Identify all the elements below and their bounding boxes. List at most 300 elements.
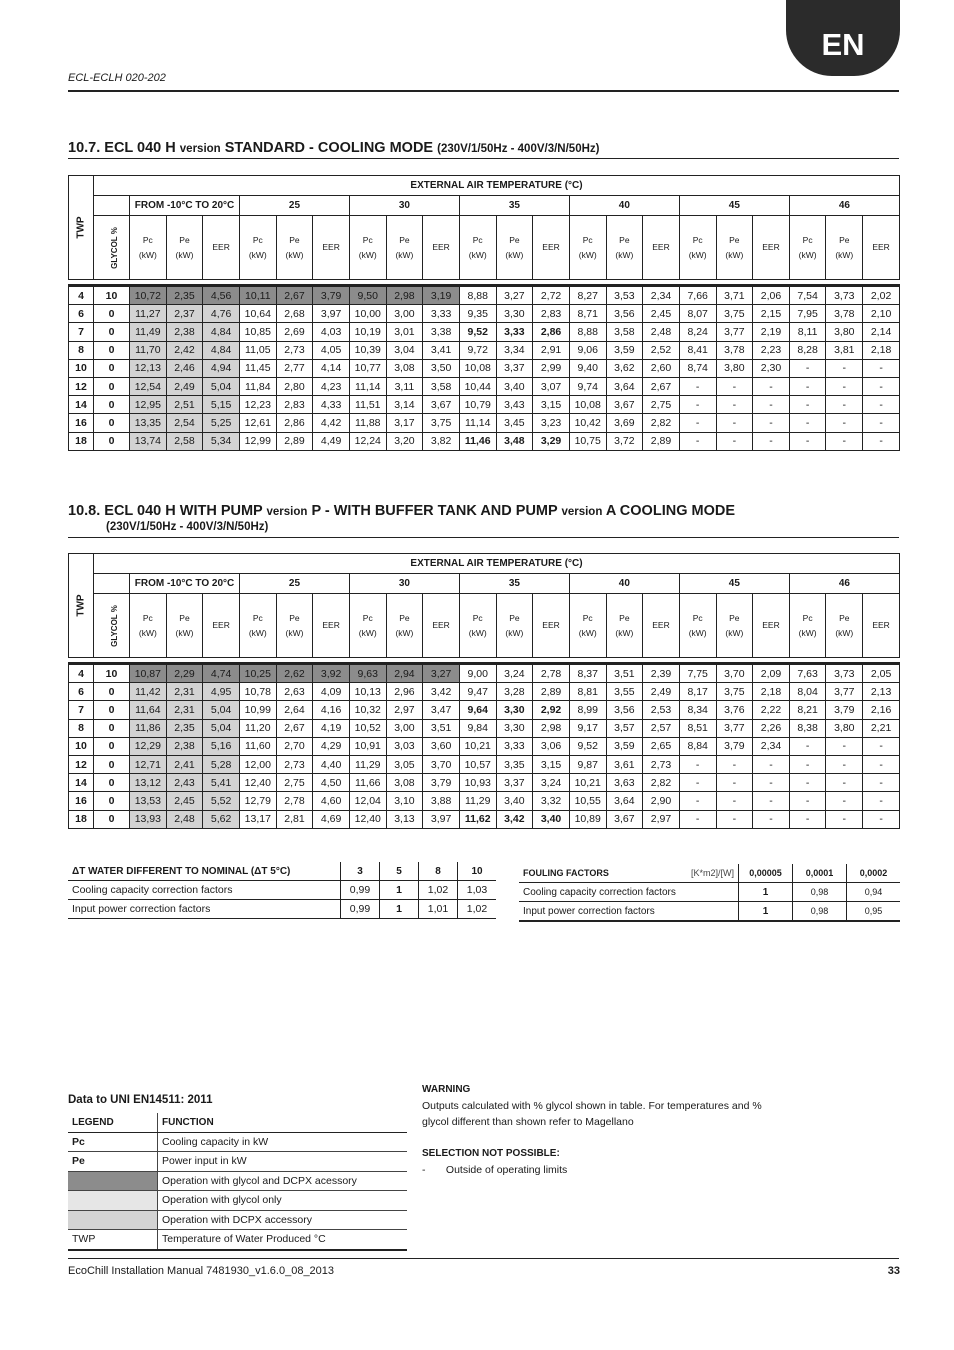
value-cell: 2,35 [166,719,203,737]
value-cell: 3,60 [423,737,460,755]
value-cell: 13,93 [130,810,167,828]
legend-key: Pe [68,1152,158,1172]
value-cell: 8,21 [789,701,826,719]
fouling-row [519,902,900,922]
delta-t-row [68,900,496,919]
value-cell: 3,53 [606,286,643,305]
value-cell: - [826,432,863,450]
value-cell: 11,51 [349,396,386,414]
value-cell: 10,78 [239,683,276,701]
value-cell: 3,42 [423,683,460,701]
value-cell: 2,39 [643,664,680,683]
value-cell: 2,60 [643,359,680,377]
value-cell: - [789,774,826,792]
legend-title: Data to UNI EN14511: 2011 [68,1094,213,1106]
value-cell: 3,61 [606,755,643,773]
delta-t-label: Cooling capacity correction factors [68,881,341,900]
pe-header: Pe (kW) [496,216,533,280]
pe-header: Pe (kW) [716,216,753,280]
value-cell: 12,95 [130,396,167,414]
value-cell: 4,69 [313,810,350,828]
value-cell: 4,60 [313,792,350,810]
value-cell: 2,83 [276,396,313,414]
legend-function: Operation with glycol and DCPX acessory [158,1171,408,1191]
value-cell: 3,77 [716,719,753,737]
value-cell: 3,27 [496,286,533,305]
value-cell: 3,92 [313,664,350,683]
value-cell: 3,29 [533,432,570,450]
value-cell: 2,19 [753,323,790,341]
delta-t-value: 1,02 [419,881,458,900]
value-cell: 12,40 [239,774,276,792]
title-part: 10.8. ECL 040 H WITH PUMP [68,503,267,519]
value-cell: 9,63 [349,664,386,683]
value-cell: - [826,810,863,828]
fouling-factors-table [519,864,900,922]
pc-header: Pc (kW) [679,594,716,658]
legend-row [68,1171,407,1191]
value-cell: 10,00 [349,305,386,323]
value-cell: 8,71 [569,305,606,323]
pe-header: Pe (kW) [386,594,423,658]
value-cell: - [789,359,826,377]
value-cell: 5,15 [203,396,240,414]
value-cell: 3,97 [313,305,350,323]
value-cell: 2,89 [643,432,680,450]
glycol-cell: 0 [94,774,130,792]
section2-subtitle: (230V/1/50Hz - 400V/3/N/50Hz) [106,521,269,533]
value-cell: 3,64 [606,792,643,810]
value-cell: 3,73 [826,664,863,683]
glycol-cell: 0 [94,792,130,810]
value-cell: 11,62 [459,810,496,828]
title-part: STANDARD - COOLING MODE [220,140,438,156]
value-cell: 2,35 [166,286,203,305]
value-cell: 12,13 [130,359,167,377]
value-cell: 3,77 [716,323,753,341]
value-cell: 2,58 [166,432,203,450]
value-cell: 2,91 [533,341,570,359]
value-cell: 3,71 [716,286,753,305]
legend-key: Pc [68,1132,158,1152]
value-cell: 12,61 [239,414,276,432]
value-cell: 11,84 [239,377,276,395]
legend-function: Temperature of Water Produced °C [158,1230,408,1250]
value-cell: 10,32 [349,701,386,719]
selection-title: SELECTION NOT POSSIBLE: [422,1148,560,1159]
delta-t-label: Input power correction factors [68,900,341,919]
table-row [69,792,900,810]
temp-group-header: 46 [789,196,899,216]
value-cell: 3,33 [496,323,533,341]
pc-header: Pc (kW) [569,216,606,280]
table-row [69,305,900,323]
temp-group-header: 45 [679,574,789,594]
pe-header: Pe (kW) [386,216,423,280]
value-cell: 2,43 [166,774,203,792]
value-cell: 4,19 [313,719,350,737]
glycol-group-spacer [94,196,130,216]
value-cell: - [753,377,790,395]
value-cell: 3,06 [533,737,570,755]
pc-header: Pc (kW) [130,216,167,280]
value-cell: 4,76 [203,305,240,323]
value-cell: 3,13 [386,810,423,828]
eer-header: EER [863,594,900,658]
fouling-value: 0,98 [793,883,847,902]
value-cell: 3,50 [423,359,460,377]
value-cell: 8,34 [679,701,716,719]
value-cell: 8,88 [569,323,606,341]
value-cell: 3,04 [386,341,423,359]
value-cell: 3,30 [496,305,533,323]
value-cell: 3,80 [826,323,863,341]
twp-cell: 14 [69,774,94,792]
delta-t-col: 3 [341,862,380,881]
value-cell: 2,86 [276,414,313,432]
value-cell: 4,40 [313,755,350,773]
value-cell: - [789,377,826,395]
value-cell: 3,51 [606,664,643,683]
value-cell: 3,75 [716,305,753,323]
footer-rule [68,1258,899,1259]
value-cell: 8,11 [789,323,826,341]
value-cell: 12,24 [349,432,386,450]
glycol-cell: 10 [94,664,130,683]
value-cell: - [753,414,790,432]
value-cell: 5,52 [203,792,240,810]
table-row [69,377,900,395]
value-cell: 2,48 [166,810,203,828]
twp-cell: 6 [69,305,94,323]
value-cell: - [826,792,863,810]
value-cell: 8,04 [789,683,826,701]
page-number: 33 [887,1265,900,1277]
value-cell: 3,20 [386,432,423,450]
value-cell: 9,50 [349,286,386,305]
value-cell: 2,51 [166,396,203,414]
value-cell: 11,20 [239,719,276,737]
legend-header-row [68,1113,407,1132]
value-cell: 3,78 [716,341,753,359]
eer-header: EER [863,216,900,280]
value-cell: 3,62 [606,359,643,377]
value-cell: 3,58 [423,377,460,395]
legend-function: Operation with glycol only [158,1191,408,1211]
table-row [69,286,900,305]
legend-row [68,1210,407,1230]
value-cell: 2,15 [753,305,790,323]
value-cell: 3,32 [533,792,570,810]
eer-header: EER [203,594,240,658]
eer-header: EER [533,594,570,658]
table-row [69,432,900,450]
table-row [69,810,900,828]
glycol-header: GLYCOL % [94,216,130,280]
value-cell: 5,41 [203,774,240,792]
value-cell: 10,52 [349,719,386,737]
twp-cell: 12 [69,377,94,395]
value-cell: - [789,432,826,450]
value-cell: 2,34 [753,737,790,755]
language-tab[interactable]: EN [786,0,900,76]
value-cell: 10,44 [459,377,496,395]
temp-group-header: 46 [789,574,899,594]
value-cell: 10,08 [569,396,606,414]
eer-header: EER [313,594,350,658]
value-cell: 2,38 [166,737,203,755]
value-cell: 4,49 [313,432,350,450]
value-cell: 2,67 [276,719,313,737]
value-cell: 3,42 [496,810,533,828]
section2-rule [68,537,899,538]
twp-cell: 16 [69,792,94,810]
value-cell: 2,22 [753,701,790,719]
value-cell: 5,62 [203,810,240,828]
value-cell: - [679,810,716,828]
value-cell: 3,56 [606,305,643,323]
value-cell: 2,57 [643,719,680,737]
delta-t-value: 1 [380,881,419,900]
value-cell: 2,86 [533,323,570,341]
fouling-unit: [K*m2]/[W] [661,864,739,883]
fouling-row [519,883,900,902]
glycol-cell: 0 [94,755,130,773]
value-cell: 4,56 [203,286,240,305]
value-cell: 8,99 [569,701,606,719]
value-cell: 5,16 [203,737,240,755]
twp-cell: 18 [69,810,94,828]
title-part: A COOLING MODE [602,503,736,519]
eer-header: EER [643,594,680,658]
value-cell: 2,31 [166,701,203,719]
value-cell: 8,27 [569,286,606,305]
value-cell: - [863,755,900,773]
value-cell: - [716,414,753,432]
value-cell: 2,78 [276,792,313,810]
value-cell: 2,81 [276,810,313,828]
legend-head-function: FUNCTION [158,1113,408,1132]
value-cell: - [826,396,863,414]
value-cell: 3,79 [313,286,350,305]
value-cell: - [826,377,863,395]
value-cell: 9,52 [569,737,606,755]
value-cell: 2,73 [276,755,313,773]
table-row [69,664,900,683]
legend-function: Cooling capacity in kW [158,1132,408,1152]
value-cell: - [753,755,790,773]
value-cell: 3,55 [606,683,643,701]
value-cell: 2,48 [643,323,680,341]
fouling-label: Cooling capacity correction factors [519,883,739,902]
value-cell: 3,33 [496,737,533,755]
fouling-value: 1 [739,902,793,922]
fouling-label: Input power correction factors [519,902,739,922]
value-cell: 5,04 [203,719,240,737]
value-cell: 2,10 [863,305,900,323]
section1-title [68,140,599,156]
value-cell: 10,87 [130,664,167,683]
value-cell: 12,23 [239,396,276,414]
pc-header: Pc (kW) [789,594,826,658]
value-cell: 3,58 [606,323,643,341]
value-cell: 2,30 [753,359,790,377]
value-cell: 13,74 [130,432,167,450]
glycol-group-spacer [94,574,130,594]
value-cell: 3,17 [386,414,423,432]
pc-header: Pc (kW) [679,216,716,280]
value-cell: 2,83 [533,305,570,323]
value-cell: - [716,396,753,414]
pc-header: Pc (kW) [130,594,167,658]
value-cell: 11,46 [459,432,496,450]
delta-t-value: 0,99 [341,881,380,900]
value-cell: 2,73 [643,755,680,773]
legend-swatch-dark [68,1171,158,1191]
title-part: version [179,143,221,155]
value-cell: 11,45 [239,359,276,377]
eer-header: EER [423,216,460,280]
value-cell: 10,77 [349,359,386,377]
glycol-cell: 0 [94,377,130,395]
value-cell: - [716,774,753,792]
value-cell: - [679,774,716,792]
pc-header: Pc (kW) [459,594,496,658]
twp-cell: 10 [69,359,94,377]
value-cell: 9,47 [459,683,496,701]
glycol-cell: 10 [94,286,130,305]
delta-t-header-row [68,862,496,881]
value-cell: 3,15 [533,396,570,414]
value-cell: 3,75 [423,414,460,432]
twp-cell: 8 [69,719,94,737]
table-row [69,774,900,792]
value-cell: 5,28 [203,755,240,773]
value-cell: 9,17 [569,719,606,737]
value-cell: 11,05 [239,341,276,359]
value-cell: - [753,792,790,810]
value-cell: 9,64 [459,701,496,719]
value-cell: 4,29 [313,737,350,755]
value-cell: 7,75 [679,664,716,683]
value-cell: 2,09 [753,664,790,683]
value-cell: 4,42 [313,414,350,432]
value-cell: 8,28 [789,341,826,359]
legend-table [68,1113,407,1251]
value-cell: 2,75 [643,396,680,414]
value-cell: 3,10 [386,792,423,810]
value-cell: 10,08 [459,359,496,377]
value-cell: 3,47 [423,701,460,719]
value-cell: - [789,755,826,773]
temp-group-header: 40 [569,574,679,594]
value-cell: 3,15 [533,755,570,773]
performance-table-standard [68,175,900,451]
value-cell: 9,35 [459,305,496,323]
value-cell: 8,41 [679,341,716,359]
value-cell: 7,63 [789,664,826,683]
value-cell: 10,89 [569,810,606,828]
value-cell: 4,84 [203,323,240,341]
temp-group-header: FROM -10°C TO 20°C [130,574,240,594]
legend-key: TWP [68,1230,158,1250]
value-cell: 3,57 [606,719,643,737]
value-cell: 3,03 [386,737,423,755]
value-cell: 2,02 [863,286,900,305]
value-cell: 3,82 [423,432,460,450]
value-cell: 3,14 [386,396,423,414]
value-cell: 3,43 [496,396,533,414]
value-cell: 9,00 [459,664,496,683]
value-cell: 11,64 [130,701,167,719]
legend-swatch-light [68,1191,158,1211]
value-cell: - [679,396,716,414]
value-cell: 10,93 [459,774,496,792]
value-cell: - [679,792,716,810]
value-cell: 3,07 [533,377,570,395]
value-cell: 10,79 [459,396,496,414]
external-air-header: EXTERNAL AIR TEMPERATURE (°C) [94,176,900,196]
value-cell: 2,42 [166,341,203,359]
twp-header: TWP [69,176,94,280]
value-cell: 3,63 [606,774,643,792]
legend-row [68,1152,407,1172]
value-cell: 3,35 [496,755,533,773]
value-cell: 2,73 [276,341,313,359]
glycol-cell: 0 [94,737,130,755]
value-cell: 8,84 [679,737,716,755]
value-cell: 8,17 [679,683,716,701]
value-cell: 4,84 [203,341,240,359]
glycol-header: GLYCOL % [94,594,130,658]
value-cell: 12,99 [239,432,276,450]
value-cell: 3,23 [533,414,570,432]
value-cell: - [789,737,826,755]
value-cell: 2,90 [643,792,680,810]
value-cell: 9,52 [459,323,496,341]
delta-t-value: 1,02 [458,900,497,919]
value-cell: 10,64 [239,305,276,323]
table-row [69,414,900,432]
value-cell: 10,39 [349,341,386,359]
value-cell: - [863,359,900,377]
warning-text: Outputs calculated with % glycol shown in table. For temperatures and % glycol different than shown refer to Magellano [422,1100,762,1128]
value-cell: 8,51 [679,719,716,737]
pc-header: Pc (kW) [459,216,496,280]
value-cell: 3,79 [423,774,460,792]
title-part: version [266,506,308,518]
value-cell: 9,87 [569,755,606,773]
value-cell: 4,94 [203,359,240,377]
glycol-cell: 0 [94,305,130,323]
value-cell: 2,18 [863,341,900,359]
value-cell: - [789,414,826,432]
value-cell: - [863,774,900,792]
value-cell: 3,51 [423,719,460,737]
temp-group-header: 30 [349,196,459,216]
value-cell: 3,72 [606,432,643,450]
glycol-cell: 0 [94,341,130,359]
value-cell: - [826,737,863,755]
section2-title [68,503,735,519]
value-cell: 3,59 [606,737,643,755]
value-cell: 11,60 [239,737,276,755]
fouling-col: 0,0001 [793,864,847,883]
value-cell: 2,69 [276,323,313,341]
value-cell: 4,16 [313,701,350,719]
fouling-value: 0,94 [847,883,901,902]
title-part: 10.7. ECL 040 H [68,140,180,156]
